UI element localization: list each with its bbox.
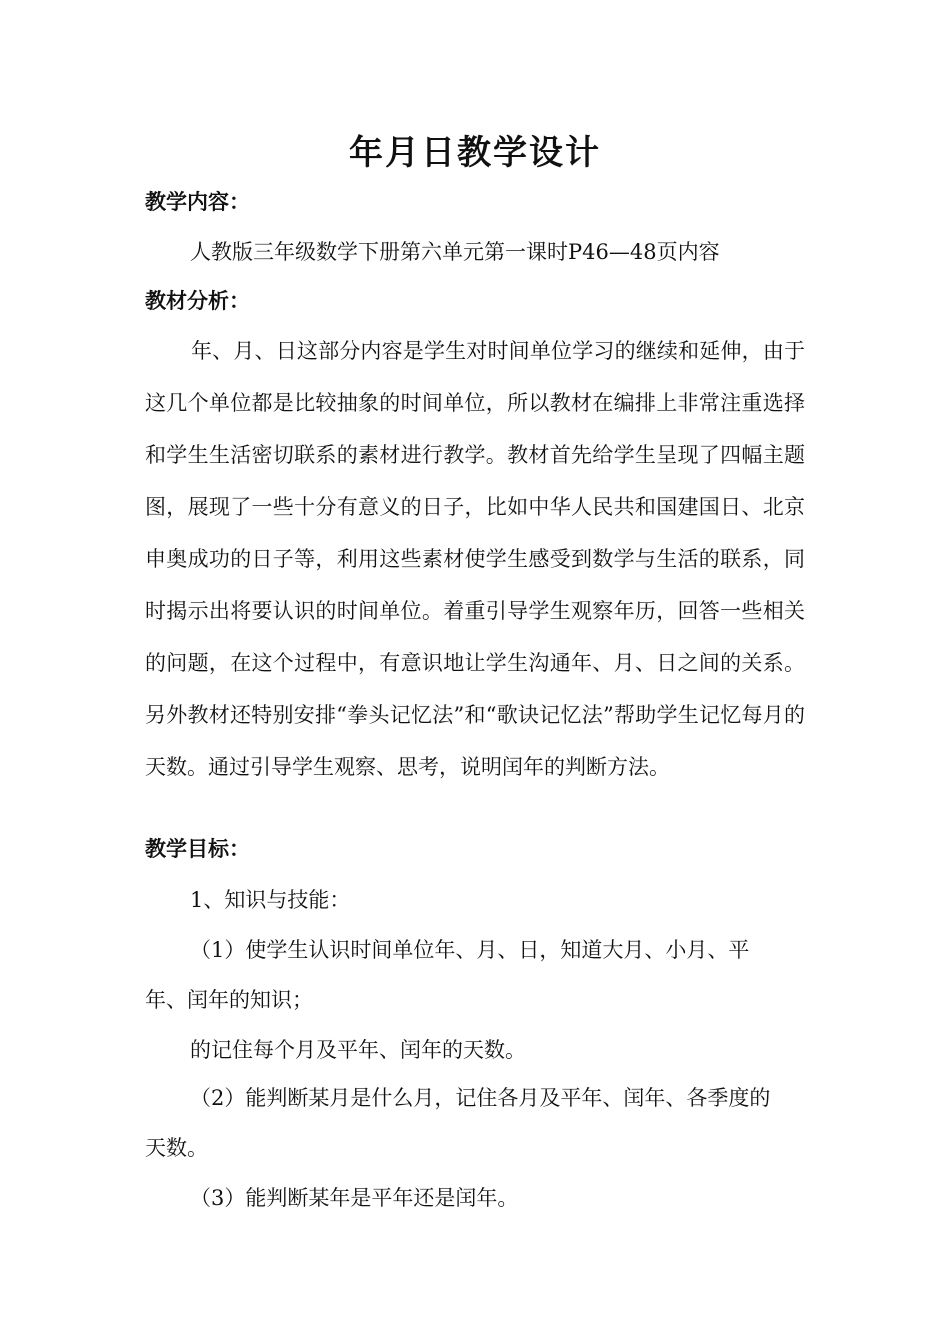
goal-1-3: （3）能判断某年是平年还是闰年。 bbox=[190, 1186, 519, 1210]
section-heading-content: 教学内容： bbox=[145, 189, 250, 214]
section-heading-goals: 教学目标： bbox=[145, 836, 250, 861]
analysis-paragraph: 年、月、日这部分内容是学生对时间单位学习的继续和延伸，由于这几个单位都是比较抽象的时间单位，所以教材在编排上非常注重选择和学生生活密切联系的素材进行教学。教材首先给学生呈现了四幅主题图，展现了一些十分有意义的日子，比如中华人民共和国建国日、北京申奥成功的日子等，利用这些素材使学生感受到数学与生活的联系，同时揭示出将要认识的时间单位。着重引导学生观察年历，回答一些相关的问题，在这个过程中，有意识地让学生沟通年、月、日之间的关系。另外教材还特别安排“拳头记忆法”和“歌诀记忆法”帮助学生记忆每月的天数。通过引导学生观察、思考，说明闰年的判断方法。 bbox=[145, 339, 805, 779]
goal-1-heading: 1、知识与技能： bbox=[190, 888, 351, 912]
goal-1-1-extra: 的记住每个月及平年、闰年的天数。 bbox=[190, 1038, 526, 1062]
document-title: 年月日教学设计 bbox=[349, 133, 601, 173]
content-text: 人教版三年级数学下册第六单元第一课时P46—48页内容 bbox=[190, 240, 720, 264]
goal-1-2-line1: （2）能判断某月是什么月，记住各月及平年、闰年、各季度的 bbox=[190, 1086, 771, 1110]
section-heading-analysis: 教材分析： bbox=[145, 288, 250, 313]
goal-1-1-line1: （1）使学生认识时间单位年、月、日，知道大月、小月、平 bbox=[190, 938, 750, 962]
goal-1-1-line2: 年、闰年的知识； bbox=[145, 988, 313, 1012]
goal-1-2-line2: 天数。 bbox=[145, 1136, 208, 1160]
